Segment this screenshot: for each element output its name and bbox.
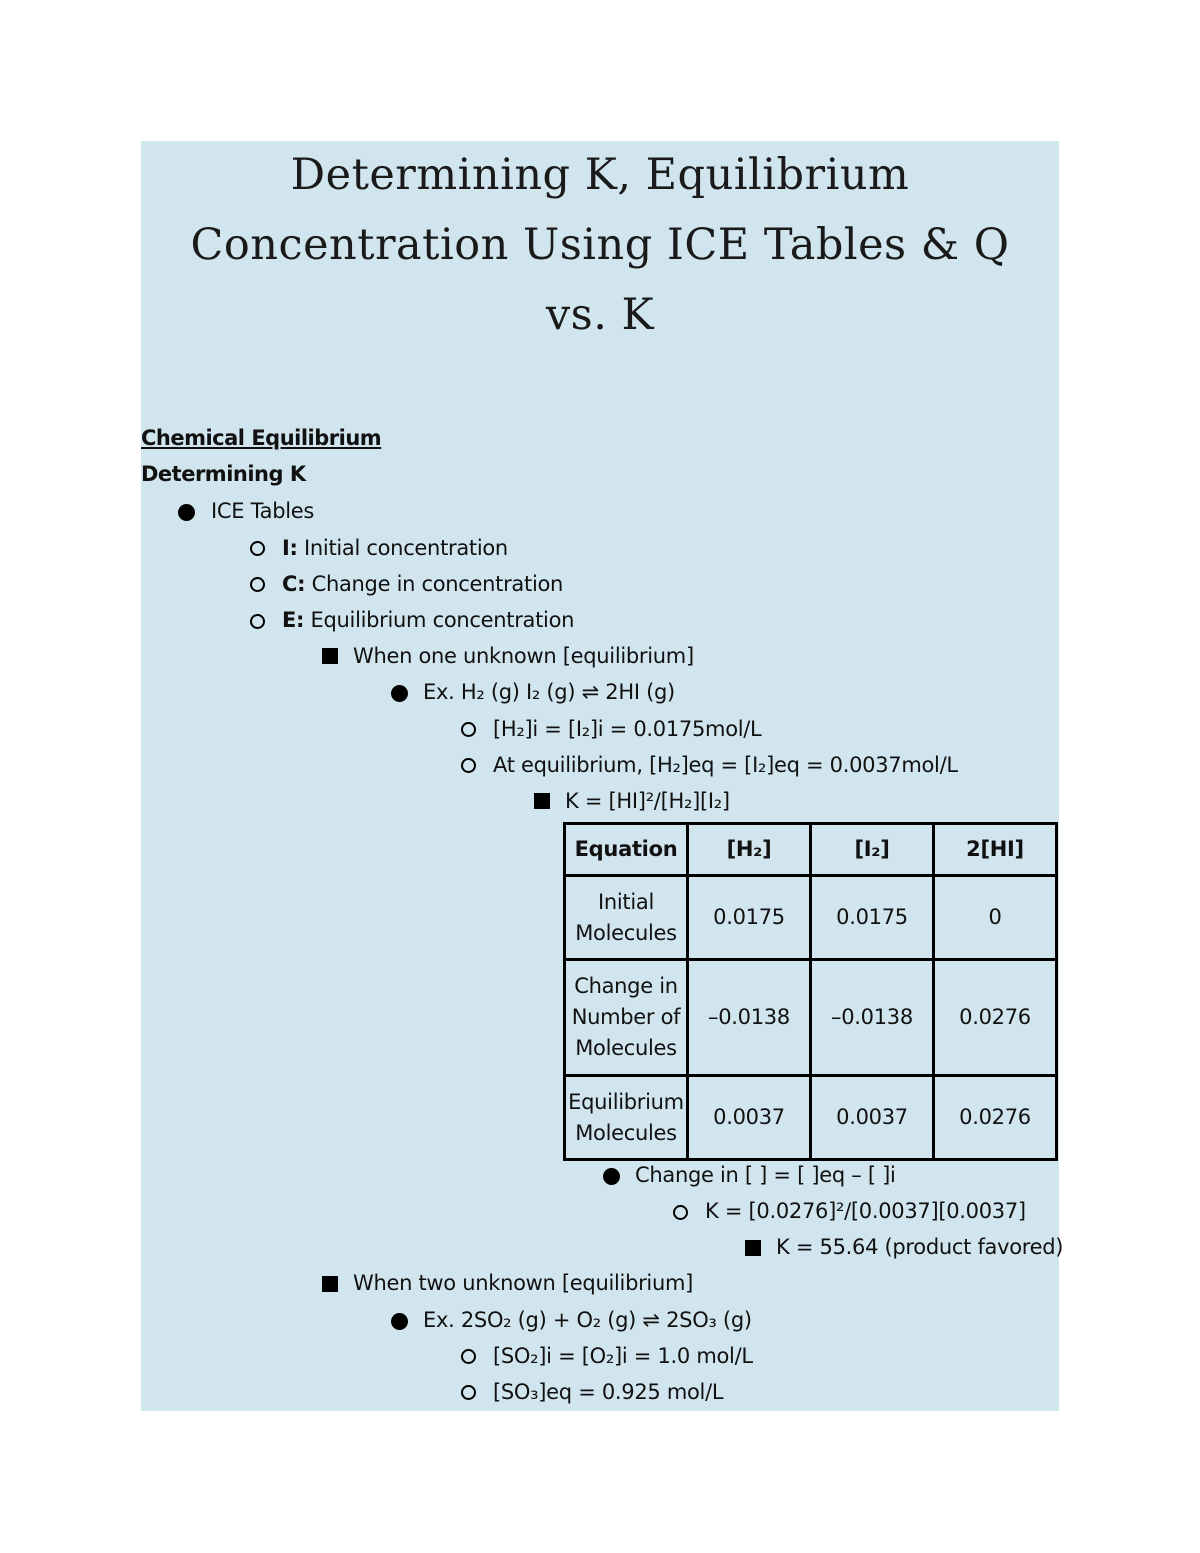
row-label-line: Change in — [574, 974, 678, 998]
list-item-initial-conc-1: [H₂]i = [I₂]i = 0.0175mol/L — [493, 717, 762, 741]
list-item-example-1: Ex. H₂ (g) I₂ (g) ⇌ 2HI (g) — [423, 680, 675, 704]
list-item-initial-conc-2: [SO₂]i = [O₂]i = 1.0 mol/L — [493, 1344, 753, 1368]
row-label-line: Number of — [571, 1005, 681, 1029]
table-cell: 0.0276 — [934, 960, 1057, 1076]
title-line: Concentration Using ICE Tables & Q — [190, 220, 1010, 270]
key-term: C: — [282, 572, 306, 596]
row-label-line: Equilibrium — [568, 1089, 684, 1114]
bullet-hollow-icon — [673, 1205, 688, 1220]
table-cell: 0.0037 — [688, 1076, 811, 1160]
table-cell: 0.0175 — [811, 876, 934, 960]
bullet-square-icon — [322, 648, 338, 664]
list-item-change-rule: Change in [ ] = [ ]eq – [ ]i — [635, 1163, 896, 1187]
bullet-square-icon — [534, 793, 550, 809]
table-cell: 0.0175 — [688, 876, 811, 960]
list-item-change — [282, 571, 563, 597]
section-heading: Chemical Equilibrium — [141, 426, 382, 450]
list-item-example-2: Ex. 2SO₂ (g) + O₂ (g) ⇌ 2SO₃ (g) — [423, 1308, 752, 1332]
list-item-eq-conc-1: At equilibrium, [H₂]eq = [I₂]eq = 0.0037mol/L — [493, 753, 958, 777]
row-label-line: Molecules — [575, 920, 677, 945]
table-header-cell: [I₂] — [811, 824, 934, 876]
bullet-square-icon — [745, 1240, 761, 1256]
table-header-row — [565, 824, 1057, 876]
bullet-filled-icon — [603, 1168, 620, 1185]
title-line: vs. K — [545, 290, 655, 340]
list-item-two-unknown: When two unknown [equilibrium] — [353, 1271, 694, 1295]
definition: Equilibrium concentration — [304, 608, 575, 632]
table-cell: 0 — [934, 876, 1057, 960]
table-header-cell: Equation — [565, 824, 688, 876]
list-item-eq-conc-2: [SO₃]eq = 0.925 mol/L — [493, 1380, 724, 1404]
key-term: I: — [282, 536, 298, 560]
bullet-hollow-icon — [461, 1385, 476, 1400]
list-item-one-unknown: When one unknown [equilibrium] — [353, 644, 694, 668]
row-label-line: Molecules — [575, 1120, 677, 1145]
bullet-square-icon — [322, 1276, 338, 1292]
definition: Initial concentration — [297, 536, 508, 560]
table-cell: 0.0276 — [934, 1076, 1057, 1160]
list-item-ice-tables: ICE Tables — [211, 499, 315, 523]
row-label-line: Molecules — [575, 1036, 677, 1060]
bullet-filled-icon — [178, 504, 195, 521]
list-item-equilibrium — [282, 607, 574, 633]
row-label-line: Initial — [597, 889, 654, 914]
bullet-hollow-icon — [461, 758, 476, 773]
ice-table — [563, 822, 1058, 1161]
bullet-hollow-icon — [250, 614, 265, 629]
key-term: E: — [282, 608, 305, 632]
sub-heading: Determining K — [141, 462, 306, 486]
table-header-cell: [H₂] — [688, 824, 811, 876]
bullet-hollow-icon — [250, 577, 265, 592]
bullet-hollow-icon — [250, 541, 265, 556]
page-title — [141, 140, 1059, 350]
bullet-filled-icon — [391, 685, 408, 702]
definition: Change in concentration — [305, 572, 564, 596]
row-label — [565, 876, 688, 960]
list-item-initial — [282, 535, 508, 561]
table-cell: –0.0138 — [811, 960, 934, 1076]
table-header-cell: 2[HI] — [934, 824, 1057, 876]
title-line: Determining K, Equilibrium — [290, 150, 910, 200]
list-item-k-result: K = 55.64 (product favored) — [776, 1235, 1064, 1259]
list-item-k-expression: K = [HI]²/[H₂][I₂] — [565, 789, 730, 813]
bullet-hollow-icon — [461, 1349, 476, 1364]
table-row — [565, 1076, 1057, 1160]
table-row — [565, 960, 1057, 1076]
table-cell: –0.0138 — [688, 960, 811, 1076]
list-item-k-calculation: K = [0.0276]²/[0.0037][0.0037] — [705, 1199, 1026, 1223]
row-label — [565, 1076, 688, 1160]
bullet-hollow-icon — [461, 722, 476, 737]
table-row — [565, 876, 1057, 960]
table-cell: 0.0037 — [811, 1076, 934, 1160]
row-label — [565, 960, 688, 1076]
bullet-filled-icon — [391, 1313, 408, 1330]
